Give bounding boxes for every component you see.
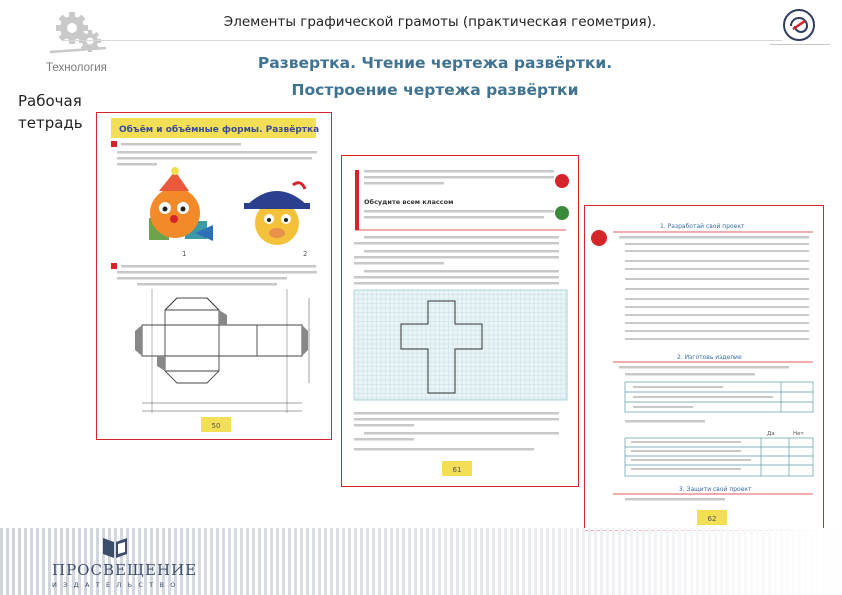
page-62-content (585, 206, 823, 530)
page-62-section1: 1. Разработай свой проект (660, 223, 745, 230)
cube-net-drawing (142, 289, 309, 413)
toy-label-1: 1 (182, 250, 187, 258)
gears-icon (46, 8, 126, 58)
red-star-badge-icon (591, 230, 607, 246)
page-62-section3: 3. Защити свой проект (679, 486, 752, 493)
workbook-page-62 (584, 205, 824, 531)
graph-paper-grid (354, 290, 567, 400)
header-divider (62, 40, 782, 41)
table-col-no: Нет (793, 431, 804, 437)
page-61-content (342, 156, 578, 486)
publisher-logo-icon (782, 8, 816, 42)
red-badge-icon (555, 174, 569, 188)
page-62-section2: 2. Изготовь изделие (677, 354, 742, 361)
page-61-section: Обсудите всем классом (364, 198, 454, 206)
brand-divider (770, 44, 830, 45)
page-61-number: 61 (452, 466, 462, 474)
page-title-line2: Построение чертежа развёртки (291, 81, 579, 99)
workbook-page-61 (341, 155, 579, 487)
page-50-content (97, 113, 331, 439)
page-62-number: 62 (707, 515, 717, 523)
green-badge-icon (555, 206, 569, 220)
publisher-subtitle: ИЗДАТЕЛЬСТВО (52, 581, 182, 589)
workbook-label-line2: тетрадь (18, 114, 83, 132)
publisher-name: ПРОСВЕЩЕНИЕ (52, 561, 198, 579)
checklist-table (625, 438, 813, 476)
net-glue-flaps (135, 310, 308, 371)
table-col-yes: Да (767, 431, 775, 437)
toy-clown-image (149, 167, 213, 241)
page-50-heading: Объём и объёмные формы. Развёртка (119, 125, 320, 135)
page-50-number: 50 (211, 422, 221, 430)
publisher-book-icon (100, 534, 130, 560)
subject-label: Технология (46, 62, 107, 74)
workbook-label (18, 90, 83, 134)
workbook-page-50 (96, 112, 332, 440)
page-title-line1: Развертка. Чтение чертежа развёртки. (257, 54, 613, 72)
workbook-label-line1: Рабочая (18, 92, 82, 110)
header-title: Элементы графической грамоты (практическая геометрия). (223, 14, 657, 30)
toy-label-2: 2 (303, 250, 308, 258)
toy-bear-image (244, 183, 310, 245)
page-title (200, 50, 670, 104)
